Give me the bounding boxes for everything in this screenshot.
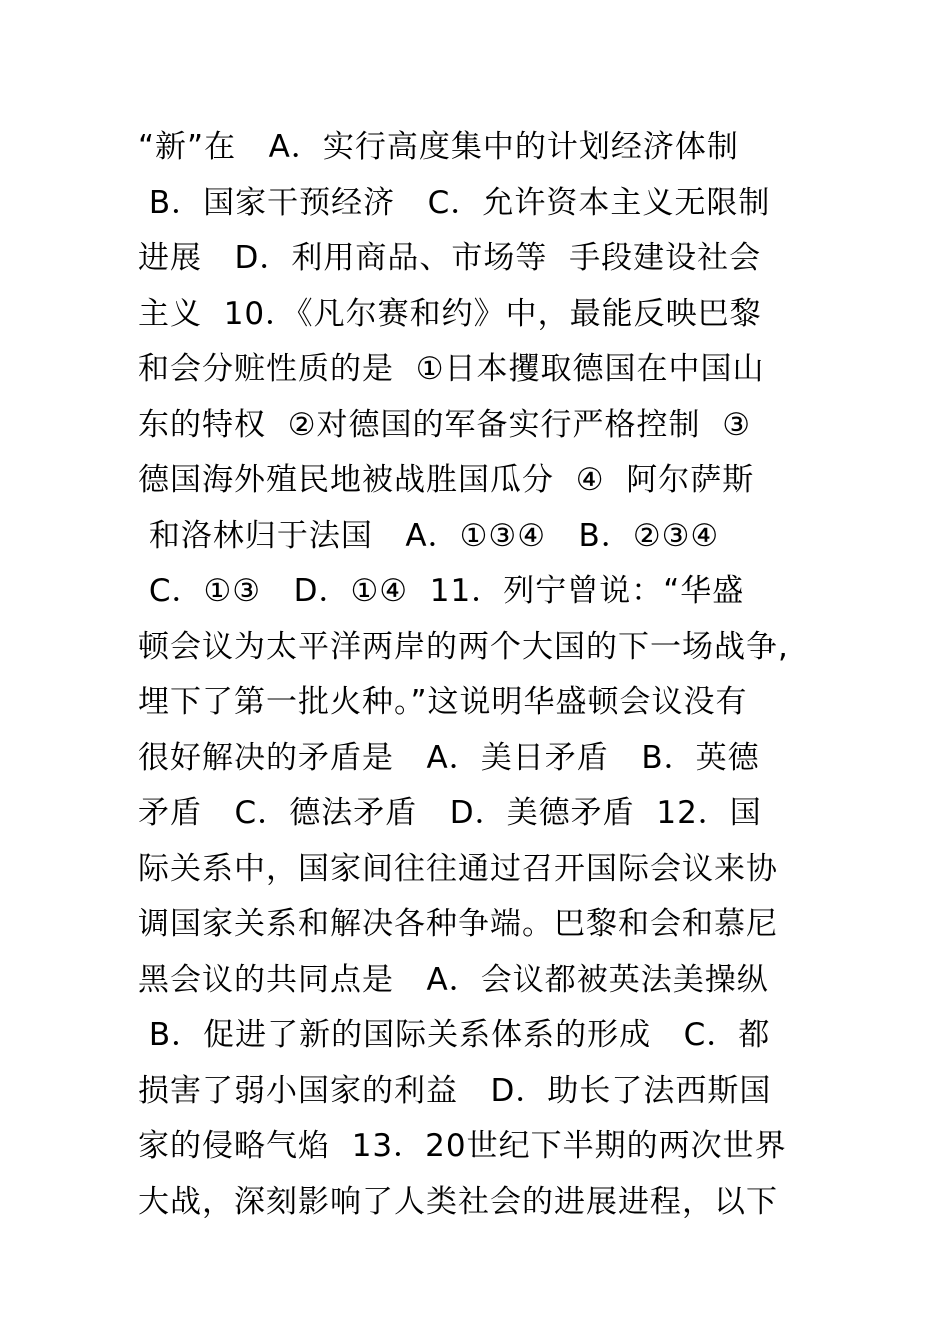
text-line: 和会分赃性质的是 ①日本攫取德国在中国山 <box>138 351 765 387</box>
text-line: 调国家关系和解决各种争端。巴黎和会和慕尼 <box>138 906 778 942</box>
text-line: B．促进了新的国际关系体系的形成 C．都 <box>138 1017 771 1053</box>
text-line: 和洛林归于法国 A．①③④ B．②③④ <box>138 517 720 554</box>
text-line: 黑会议的共同点是 A．会议都被英法美操纵 <box>138 961 769 998</box>
text-line: 进展 D．利用商品、市场等 手段建设社会 <box>138 240 762 276</box>
question-text-block <box>138 120 838 1230</box>
text-line: 很好解决的矛盾是 A．美日矛盾 B．英德 <box>138 739 760 776</box>
text-line: 顿会议为太平洋两岸的两个大国的下一场战争, <box>138 628 789 665</box>
text-line: 损害了弱小国家的利益 D．助长了法西斯国 <box>138 1072 772 1109</box>
text-line: 际关系中，国家间往往通过召开国际会议来协 <box>138 850 778 887</box>
text-line: C．①③ D．①④ 11．列宁曾说：“华盛 <box>138 573 745 609</box>
text-line: 德国海外殖民地被战胜国瓜分 ④ 阿尔萨斯 <box>138 462 755 498</box>
text-line: 埋下了第一批火种。”这说明华盛顿会议没有 <box>138 684 748 720</box>
text-line: 矛盾 C．德法矛盾 D．美德矛盾 12．国 <box>138 795 762 831</box>
text-line: B．国家干预经济 C．允许资本主义无限制 <box>138 184 771 221</box>
text-line: 家的侵略气焰 13．20世纪下半期的两次世界 <box>138 1128 787 1164</box>
text-line: 东的特权 ②对德国的军备实行严格控制 ③ <box>138 406 751 443</box>
text-line: 大战，深刻影响了人类社会的进展进程，以下 <box>138 1183 778 1220</box>
text-line: “新”在 A．实行高度集中的计划经济体制 <box>138 129 739 165</box>
text-line: 主义 10．《凡尔赛和约》中，最能反映巴黎 <box>138 295 762 332</box>
